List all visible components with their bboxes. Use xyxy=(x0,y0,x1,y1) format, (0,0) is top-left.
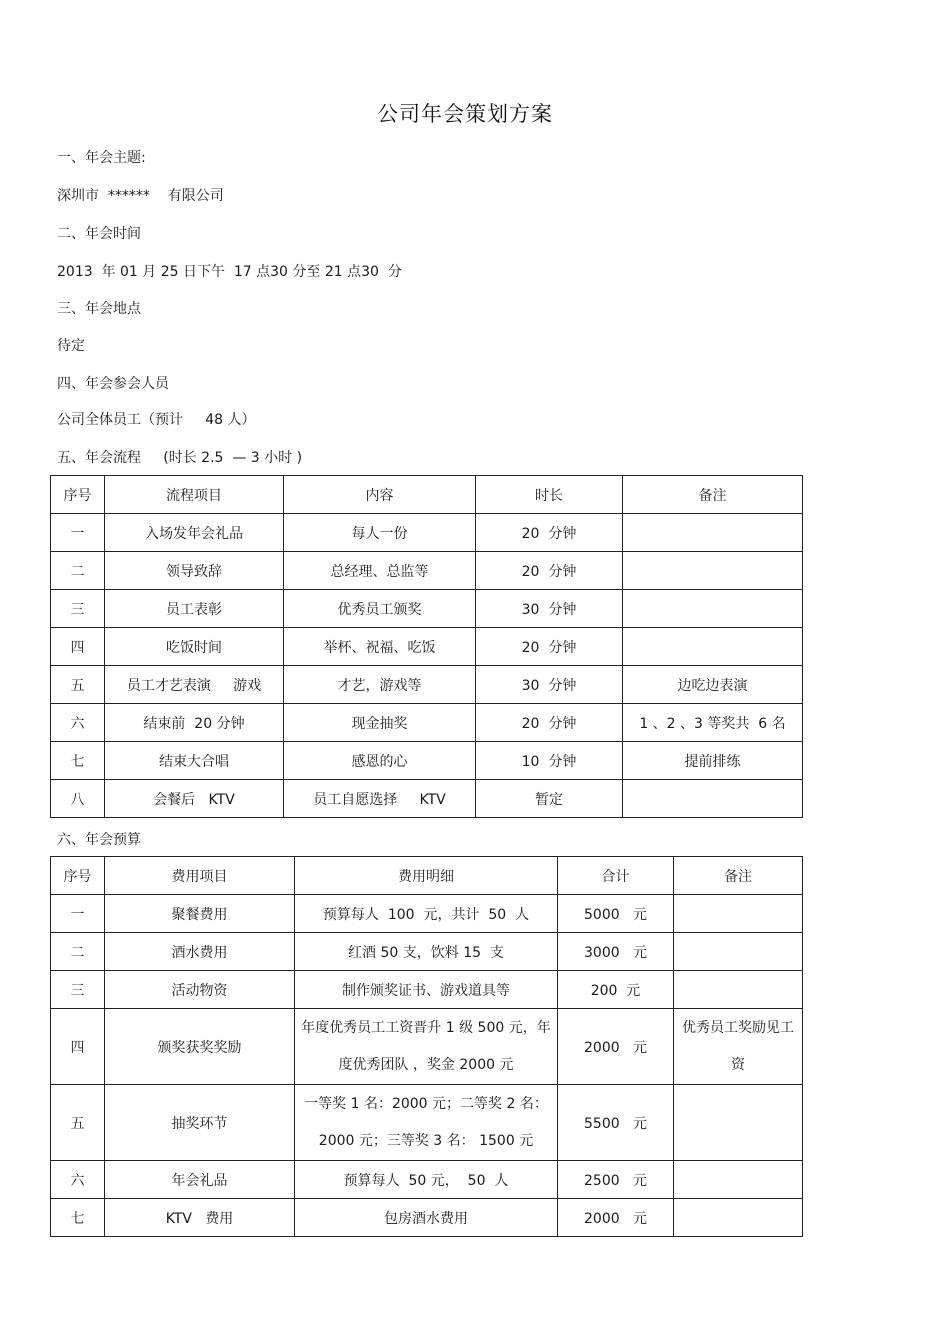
table-row xyxy=(51,552,803,590)
table-row xyxy=(51,1085,803,1161)
table-cell xyxy=(674,1161,803,1199)
table-cell: 一 xyxy=(51,895,105,933)
section-theme-heading: 一、年会主题: xyxy=(57,150,146,166)
header-cell: 费用明细 xyxy=(295,857,558,895)
table-cell: 员工自愿选择 KTV xyxy=(284,780,476,818)
header-cell: 费用项目 xyxy=(105,857,295,895)
header-cell: 序号 xyxy=(51,857,105,895)
table-cell: 才艺，游戏等 xyxy=(284,666,476,704)
table-cell: 结束大合唱 xyxy=(105,742,284,780)
table-cell xyxy=(674,895,803,933)
table-cell xyxy=(623,780,803,818)
table-cell: 预算每人 100 元，共计 50 人 xyxy=(295,895,558,933)
table-cell: 四 xyxy=(51,1009,105,1085)
table-cell: KTV 费用 xyxy=(105,1199,295,1237)
header-cell: 时长 xyxy=(476,476,623,514)
table-cell: 吃饭时间 xyxy=(105,628,284,666)
table-cell xyxy=(623,628,803,666)
table-cell xyxy=(623,514,803,552)
section-theme-value: 深圳市 ****** 有限公司 xyxy=(57,188,224,204)
header-cell: 备注 xyxy=(623,476,803,514)
table-cell: 四 xyxy=(51,628,105,666)
table-cell: 红酒 50 支，饮料 15 支 xyxy=(295,933,558,971)
table-cell: 七 xyxy=(51,1199,105,1237)
table-cell: 3000 元 xyxy=(558,933,674,971)
table-cell: 制作颁奖证书、游戏道具等 xyxy=(295,971,558,1009)
table-cell: 三 xyxy=(51,971,105,1009)
budget-table xyxy=(50,856,803,1237)
table-cell: 总经理、总监等 xyxy=(284,552,476,590)
table-cell: 结束前 20 分钟 xyxy=(105,704,284,742)
table-cell: 包房酒水费用 xyxy=(295,1199,558,1237)
table-cell: 领导致辞 xyxy=(105,552,284,590)
table-cell: 聚餐费用 xyxy=(105,895,295,933)
table-row xyxy=(51,590,803,628)
table-cell: 二 xyxy=(51,552,105,590)
table-cell: 1 、2 、3 等奖共 6 名 xyxy=(623,704,803,742)
table-cell: 二 xyxy=(51,933,105,971)
table-cell: 会餐后 KTV xyxy=(105,780,284,818)
table-cell: 员工表彰 xyxy=(105,590,284,628)
table-cell: 边吃边表演 xyxy=(623,666,803,704)
section-venue-heading: 三、年会地点 xyxy=(57,301,141,317)
table-cell: 年会礼品 xyxy=(105,1161,295,1199)
table-row xyxy=(51,1161,803,1199)
table-cell: 优秀员工颁奖 xyxy=(284,590,476,628)
table-cell: 优秀员工奖励见工资 xyxy=(674,1009,803,1085)
table-header-row xyxy=(51,857,803,895)
table-cell: 酒水费用 xyxy=(105,933,295,971)
table-cell: 30 分钟 xyxy=(476,590,623,628)
table-row xyxy=(51,971,803,1009)
header-cell: 备注 xyxy=(674,857,803,895)
table-cell: 感恩的心 xyxy=(284,742,476,780)
table-cell: 八 xyxy=(51,780,105,818)
table-row xyxy=(51,933,803,971)
table-cell xyxy=(674,971,803,1009)
table-cell: 暂定 xyxy=(476,780,623,818)
section-venue-value: 待定 xyxy=(57,338,85,354)
table-row xyxy=(51,666,803,704)
table-cell: 提前排练 xyxy=(623,742,803,780)
table-cell: 五 xyxy=(51,1085,105,1161)
table-cell: 年度优秀员工工资晋升 1 级 500 元，年度优秀团队 ，奖金 2000 元 xyxy=(295,1009,558,1085)
process-table xyxy=(50,475,803,818)
table-row xyxy=(51,628,803,666)
table-cell: 5500 元 xyxy=(558,1085,674,1161)
table-cell: 20 分钟 xyxy=(476,552,623,590)
table-cell xyxy=(674,933,803,971)
table-cell: 2000 元 xyxy=(558,1199,674,1237)
table-cell xyxy=(623,552,803,590)
section-time-value: 2013 年 01 月 25 日下午 17 点30 分至 21 点30 分 xyxy=(57,264,402,280)
table-cell: 六 xyxy=(51,1161,105,1199)
table-header-row xyxy=(51,476,803,514)
table-cell: 2500 元 xyxy=(558,1161,674,1199)
document-title: 公司年会策划方案 xyxy=(377,102,553,126)
header-cell: 流程项目 xyxy=(105,476,284,514)
table-cell: 六 xyxy=(51,704,105,742)
table-cell: 七 xyxy=(51,742,105,780)
table-cell: 现金抽奖 xyxy=(284,704,476,742)
table-cell: 一等奖 1 名：2000 元；二等奖 2 名：2000 元；三等奖 3 名： 1500 元 xyxy=(295,1085,558,1161)
table-cell xyxy=(674,1199,803,1237)
table-cell: 入场发年会礼品 xyxy=(105,514,284,552)
section-attendees-value: 公司全体员工（预计 48 人） xyxy=(57,412,256,428)
table-row xyxy=(51,742,803,780)
table-cell: 员工才艺表演 游戏 xyxy=(105,666,284,704)
table-cell: 预算每人 50 元， 50 人 xyxy=(295,1161,558,1199)
section-process-heading: 五、年会流程 (时长 2.5 — 3 小时 ) xyxy=(57,450,303,466)
table-cell: 2000 元 xyxy=(558,1009,674,1085)
table-cell: 200 元 xyxy=(558,971,674,1009)
table-cell: 一 xyxy=(51,514,105,552)
table-cell: 活动物资 xyxy=(105,971,295,1009)
section-attendees-heading: 四、年会参会人员 xyxy=(57,376,169,392)
section-time-heading: 二、年会时间 xyxy=(57,226,141,242)
table-cell: 20 分钟 xyxy=(476,704,623,742)
table-cell: 5000 元 xyxy=(558,895,674,933)
section-budget-heading: 六、年会预算 xyxy=(57,832,141,848)
table-cell: 30 分钟 xyxy=(476,666,623,704)
table-row xyxy=(51,780,803,818)
table-cell: 20 分钟 xyxy=(476,514,623,552)
table-row xyxy=(51,704,803,742)
table-cell: 三 xyxy=(51,590,105,628)
table-row xyxy=(51,1009,803,1085)
table-row xyxy=(51,895,803,933)
table-row xyxy=(51,514,803,552)
header-cell: 合计 xyxy=(558,857,674,895)
table-cell xyxy=(623,590,803,628)
table-cell: 10 分钟 xyxy=(476,742,623,780)
table-cell: 20 分钟 xyxy=(476,628,623,666)
table-cell: 颁奖获奖奖励 xyxy=(105,1009,295,1085)
table-cell: 抽奖环节 xyxy=(105,1085,295,1161)
table-cell: 五 xyxy=(51,666,105,704)
table-row xyxy=(51,1199,803,1237)
table-cell xyxy=(674,1085,803,1161)
header-cell: 序号 xyxy=(51,476,105,514)
table-cell: 每人一份 xyxy=(284,514,476,552)
table-cell: 举杯、祝福、吃饭 xyxy=(284,628,476,666)
header-cell: 内容 xyxy=(284,476,476,514)
